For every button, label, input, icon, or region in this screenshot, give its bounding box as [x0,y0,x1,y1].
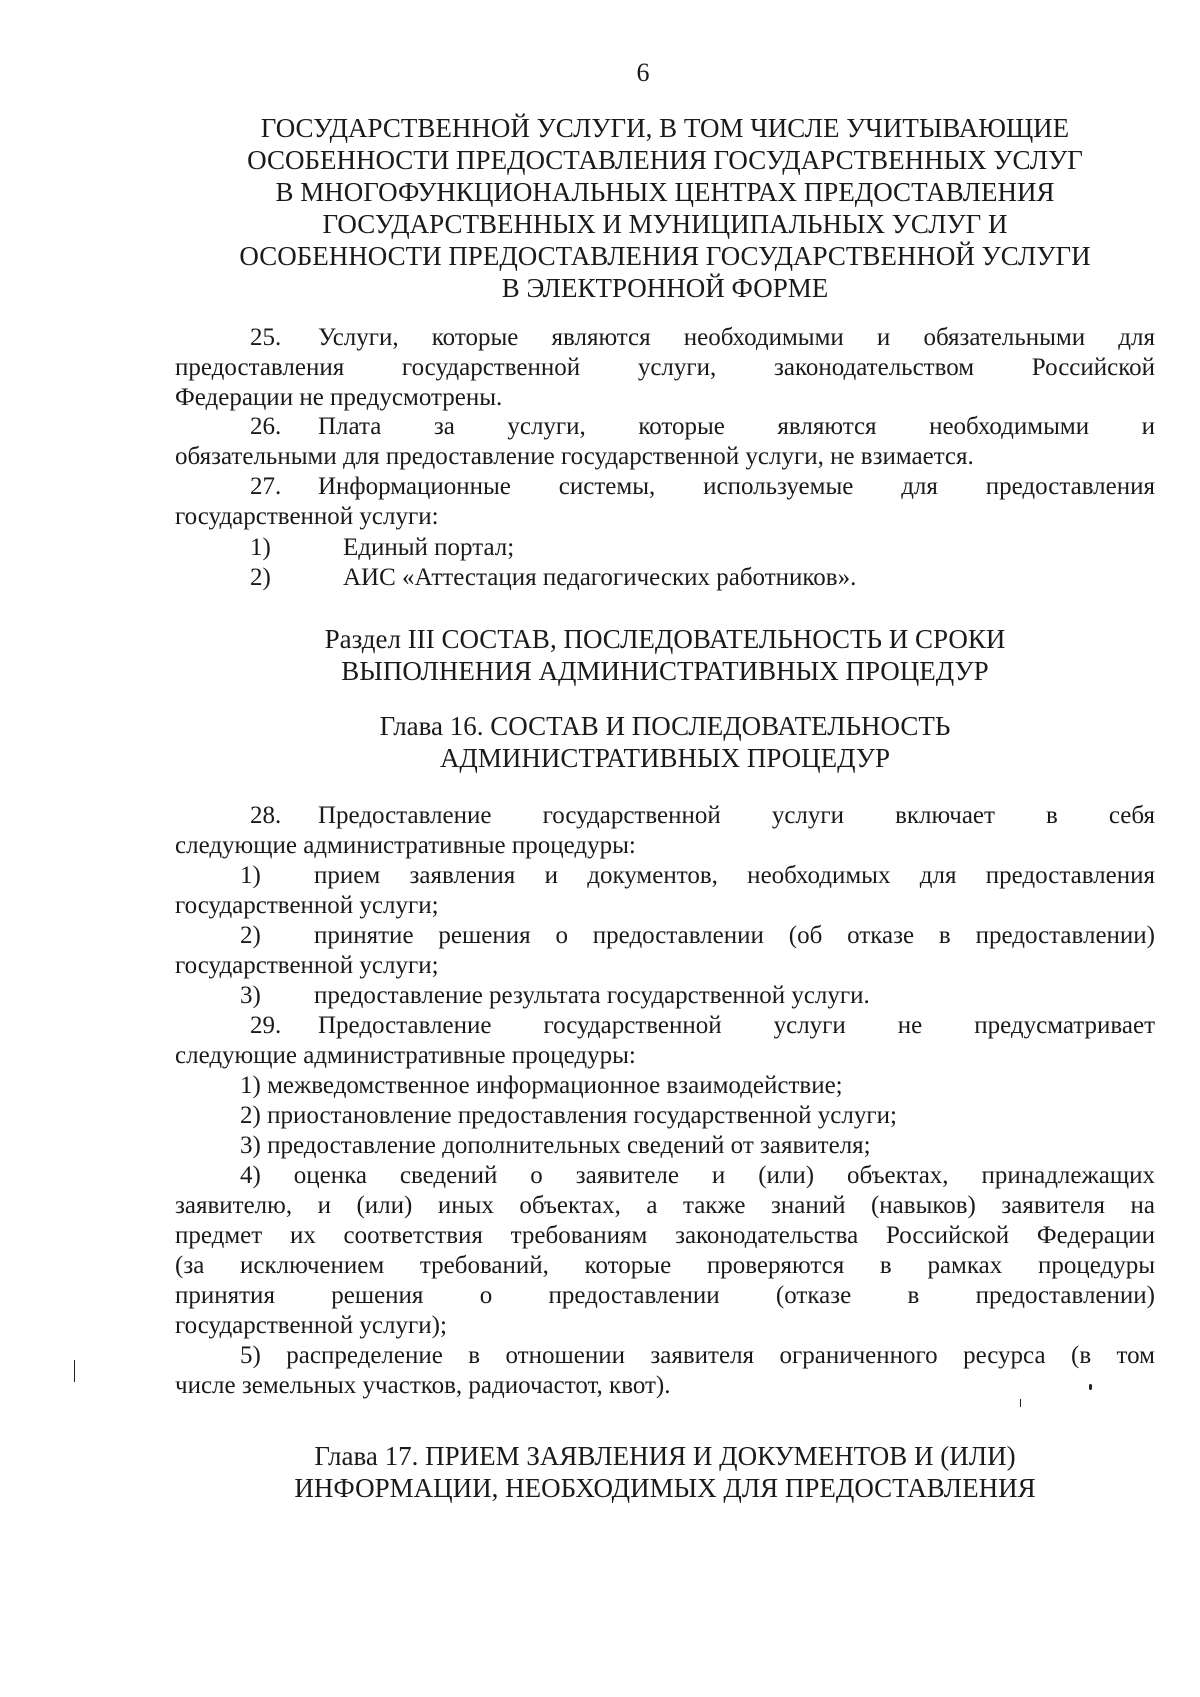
paragraph-number: 26. [250,413,282,440]
list-item-number: 1) [250,534,271,561]
list-item [240,1101,1155,1131]
list-item-number: 3) [240,982,261,1009]
paragraph-29 [175,1011,1155,1071]
heading-line: АДМИНИСТРАТИВНЫХ ПРОЦЕДУР [439,743,891,773]
heading-line: ГОСУДАРСТВЕННОЙ УСЛУГИ, В ТОМ ЧИСЛЕ УЧИТЫВАЮЩИЕ [260,113,1070,143]
paragraph-line: Федерации не предусмотрены. [175,384,503,411]
paragraph-25 [175,323,1155,413]
heading-line: Глава 17. ПРИЕМ ЗАЯВЛЕНИЯ И ДОКУМЕНТОВ И (ИЛИ) [314,1441,1016,1471]
list-item-text: Единый портал; [343,534,515,561]
paragraph-number: 27. [250,473,282,500]
paragraph-line: Плата за услуги, которые являются необходимыми и [318,413,1155,440]
list-item-text: предмет их соответствия требованиям законодательства Российской Федерации [175,1222,1155,1249]
paragraph-26 [175,412,1155,472]
list-item [250,563,856,593]
list-item-text: прием заявления и документов, необходимых для предоставления [314,862,1155,889]
section-heading [175,623,1155,687]
list-item-text: предоставление результата государственной услуги. [314,982,870,1009]
heading-line: Глава 16. СОСТАВ И ПОСЛЕДОВАТЕЛЬНОСТЬ [379,711,951,741]
paragraph-27 [175,472,1155,532]
list-item-number: 1) [240,862,261,889]
list-item-text: 3) предоставление дополнительных сведений от заявителя; [240,1132,871,1159]
list-item-text: (за исключением требований, которые проверяются в рамках процедуры [175,1252,1155,1279]
heading-line: ОСОБЕННОСТИ ПРЕДОСТАВЛЕНИЯ ГОСУДАРСТВЕННЫХ УСЛУГ [247,145,1083,175]
list-item [175,1341,1155,1401]
heading-line: ГОСУДАРСТВЕННЫХ И МУНИЦИПАЛЬНЫХ УСЛУГ И [322,209,1008,239]
list-item [240,981,1155,1011]
list-item-text: государственной услуги; [175,952,439,979]
paragraph-line: Информационные системы, используемые для предоставления [318,473,1155,500]
list-item-number: 2) [240,922,261,949]
paragraph-line: следующие административные процедуры: [175,1042,636,1069]
list-item-text: заявителю, и (или) иных объектах, а также знаний (навыков) заявителя на [175,1192,1155,1219]
list-item-text: принятия решения о предоставлении (отказе в предоставлении) [175,1282,1155,1309]
page-number: 6 [636,58,650,87]
heading-line: Раздел III СОСТАВ, ПОСЛЕДОВАТЕЛЬНОСТЬ И СРОКИ [324,624,1006,654]
list-item [240,1071,1155,1101]
list-item-text: принятие решения о предоставлении (об отказе в предоставлении) [314,922,1155,949]
list-item-text: государственной услуги; [175,892,439,919]
list-item-text: числе земельных участков, радиочастот, квот). [175,1372,671,1399]
paragraph-line: государственной услуги: [175,503,439,530]
scan-artifact [1020,1399,1021,1407]
list-item [175,921,1155,981]
paragraph-number: 28. [250,802,282,829]
paragraph-number: 29. [250,1012,282,1039]
chapter-16-heading [175,710,1155,774]
list-item-text: АИС «Аттестация педагогических работников». [343,564,857,591]
heading-line: В МНОГОФУНКЦИОНАЛЬНЫХ ЦЕНТРАХ ПРЕДОСТАВЛЕНИЯ [275,177,1055,207]
paragraph-line: Предоставление государственной услуги включает в себя [318,802,1155,829]
list-item [240,1131,1155,1161]
paragraph-line: предоставления государственной услуги, законодательством Российской [175,354,1155,381]
heading-line: ИНФОРМАЦИИ, НЕОБХОДИМЫХ ДЛЯ ПРЕДОСТАВЛЕНИЯ [294,1473,1036,1503]
list-item [250,533,514,563]
list-item-text: 1) межведомственное информационное взаимодействие; [240,1072,843,1099]
chapter-17-heading [175,1440,1155,1504]
list-item-number: 2) [250,564,271,591]
heading-line: ВЫПОЛНЕНИЯ АДМИНИСТРАТИВНЫХ ПРОЦЕДУР [341,656,989,686]
list-item [175,1161,1155,1341]
scan-artifact [1089,1384,1092,1390]
list-item [175,861,1155,921]
list-item-text: 5) распределение в отношении заявителя ограниченного ресурса (в том [240,1342,1155,1369]
list-item-text: 4) оценка сведений о заявителе и (или) объектах, принадлежащих [240,1162,1155,1189]
list-item-text: государственной услуги); [175,1312,447,1339]
paragraph-line: следующие административные процедуры: [175,832,636,859]
paragraph-line: Предоставление государственной услуги не предусматривает [318,1012,1155,1039]
list-item-text: 2) приостановление предоставления государственной услуги; [240,1102,897,1129]
heading-line: В ЭЛЕКТРОННОЙ ФОРМЕ [501,273,829,303]
heading-line: ОСОБЕННОСТИ ПРЕДОСТАВЛЕНИЯ ГОСУДАРСТВЕННОЙ УСЛУГИ [239,241,1091,271]
paragraph-line: Услуги, которые являются необходимыми и обязательными для [318,324,1155,351]
paragraph-28 [175,801,1155,861]
paragraph-line: обязательными для предоставление государственной услуги, не взимается. [175,443,974,470]
chapter-heading-continued [175,112,1155,304]
paragraph-number: 25. [250,324,282,351]
scan-artifact [74,1360,75,1382]
